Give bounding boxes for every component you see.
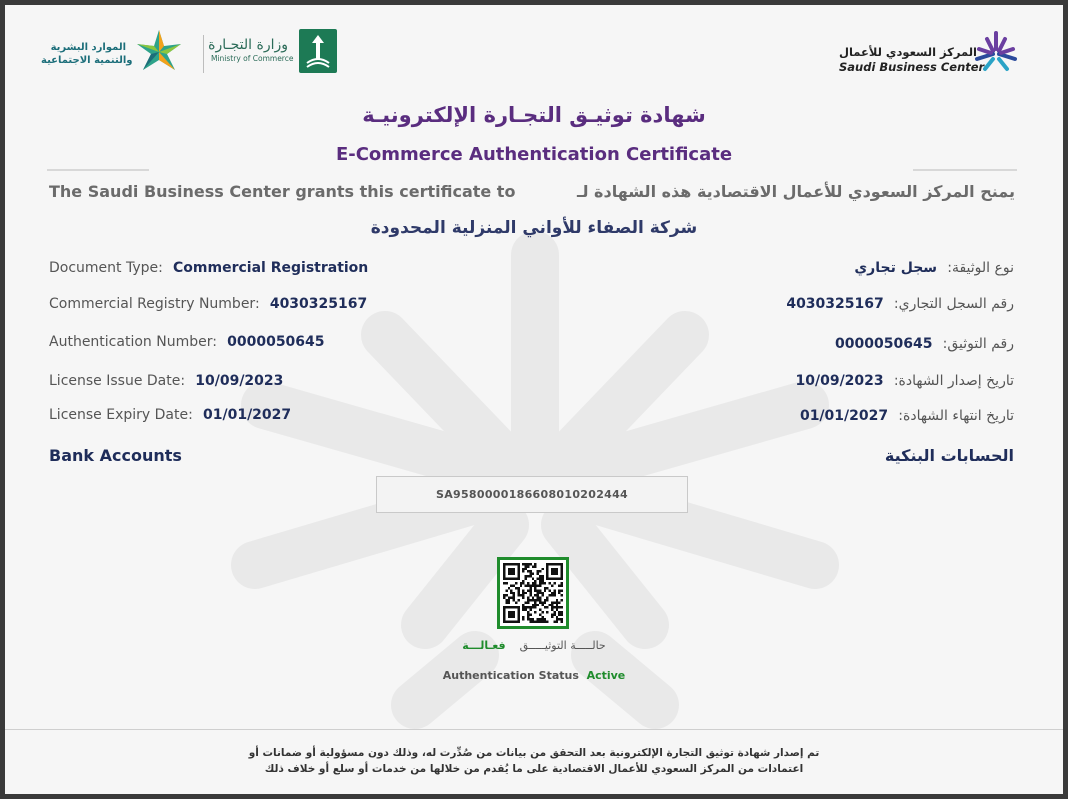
sbc-logo-english: Saudi Business Center bbox=[839, 60, 985, 74]
moc-logo-english: Ministry of Commerce bbox=[211, 54, 294, 63]
iban-value: SA9580000186608010202444 bbox=[435, 488, 629, 501]
certificate-title-arabic: شهادة توثيـق التجـارة الإلكترونيـة bbox=[362, 103, 706, 127]
logo-divider bbox=[203, 35, 204, 73]
field-issue-date-en bbox=[49, 370, 283, 389]
field-authentication-number-ar bbox=[565, 333, 1014, 352]
iban-box bbox=[376, 476, 688, 513]
field-registry-number-en bbox=[49, 293, 367, 312]
mhrsd-logo-text bbox=[41, 41, 133, 67]
authentication-status-english bbox=[5, 669, 1063, 682]
field-label: رقم السجل التجاري: bbox=[893, 296, 1014, 312]
moc-emblem-icon bbox=[299, 29, 337, 73]
status-label-en: Authentication Status bbox=[442, 669, 579, 682]
field-value: 0000050645 bbox=[227, 334, 325, 350]
field-document-type-ar bbox=[565, 257, 1014, 276]
field-registry-number-ar bbox=[565, 293, 1014, 312]
field-authentication-number-en bbox=[49, 331, 325, 350]
field-label: Authentication Number: bbox=[49, 334, 217, 350]
field-value: 10/09/2023 bbox=[795, 373, 884, 389]
divider-right bbox=[913, 169, 1017, 171]
sbc-logo-icon bbox=[973, 29, 1019, 75]
qr-code-icon[interactable] bbox=[497, 557, 569, 629]
field-document-type-en bbox=[49, 257, 368, 276]
bank-accounts-heading-ar: الحسابات البنكية bbox=[884, 446, 1014, 465]
status-value-ar: فعـالـــة bbox=[462, 639, 506, 652]
field-value: Commercial Registration bbox=[173, 260, 369, 276]
certificate-title-english: E-Commerce Authentication Certificate bbox=[335, 144, 733, 165]
footer-line1: تم إصدار شهادة توثيق التجارة الإلكترونية بعد التحقق من بيانات من صُدِّرت له، وذلك دون مسؤولية أو ضمانات أو bbox=[248, 747, 820, 759]
status-label-ar: حالـــــة التوثيـــــق bbox=[519, 639, 606, 652]
field-value: 4030325167 bbox=[786, 296, 884, 312]
grant-statement-arabic: يمنح المركز السعودي للأعمال الاقتصادية هذه الشهادة لـ bbox=[577, 182, 1015, 201]
field-value: 10/09/2023 bbox=[195, 373, 284, 389]
certificate-page bbox=[5, 5, 1063, 794]
field-label: License Issue Date: bbox=[49, 373, 186, 389]
field-expiry-date-en bbox=[49, 404, 291, 423]
footer-divider bbox=[5, 729, 1063, 730]
field-label: Document Type: bbox=[49, 260, 163, 276]
status-value-en: Active bbox=[586, 669, 626, 682]
company-name: شركة الصفاء للأواني المنزلية المحدودة bbox=[370, 218, 698, 238]
field-label: تاريخ انتهاء الشهادة: bbox=[898, 408, 1014, 424]
divider-left bbox=[47, 169, 149, 171]
mhrsd-star-icon bbox=[131, 27, 187, 77]
field-value: 01/01/2027 bbox=[799, 408, 889, 424]
mhrsd-logo-line2: والتنمية الاجتماعية bbox=[41, 55, 133, 66]
moc-logo-arabic: وزارة التجـارة bbox=[208, 37, 288, 53]
bank-accounts-heading-en: Bank Accounts bbox=[49, 446, 182, 465]
sbc-logo-arabic: المركز السعودي للأعمال bbox=[839, 45, 977, 59]
field-value: سجل تجاري bbox=[854, 260, 938, 276]
field-label: Commercial Registry Number: bbox=[49, 296, 260, 312]
footer-disclaimer bbox=[5, 745, 1063, 777]
mhrsd-logo-line1: الموارد البشرية bbox=[50, 42, 126, 53]
field-issue-date-ar bbox=[565, 370, 1014, 389]
field-expiry-date-ar bbox=[565, 405, 1014, 424]
authentication-status-arabic bbox=[5, 639, 1063, 652]
field-label: License Expiry Date: bbox=[49, 407, 193, 423]
field-label: تاريخ إصدار الشهادة: bbox=[893, 373, 1014, 389]
grant-statement-english: The Saudi Business Center grants this certificate to bbox=[49, 182, 516, 201]
field-label: نوع الوثيقة: bbox=[947, 260, 1014, 276]
field-value: 01/01/2027 bbox=[202, 407, 292, 423]
footer-line2: اعتمادات من المركز السعودي للأعمال الاقتصادية على ما يُقدم من خلالها من خدمات أو سلع أو خلاف ذلك bbox=[264, 763, 804, 775]
field-label: رقم التوثيق: bbox=[942, 336, 1014, 352]
field-value: 0000050645 bbox=[835, 336, 933, 352]
field-value: 4030325167 bbox=[269, 296, 368, 312]
